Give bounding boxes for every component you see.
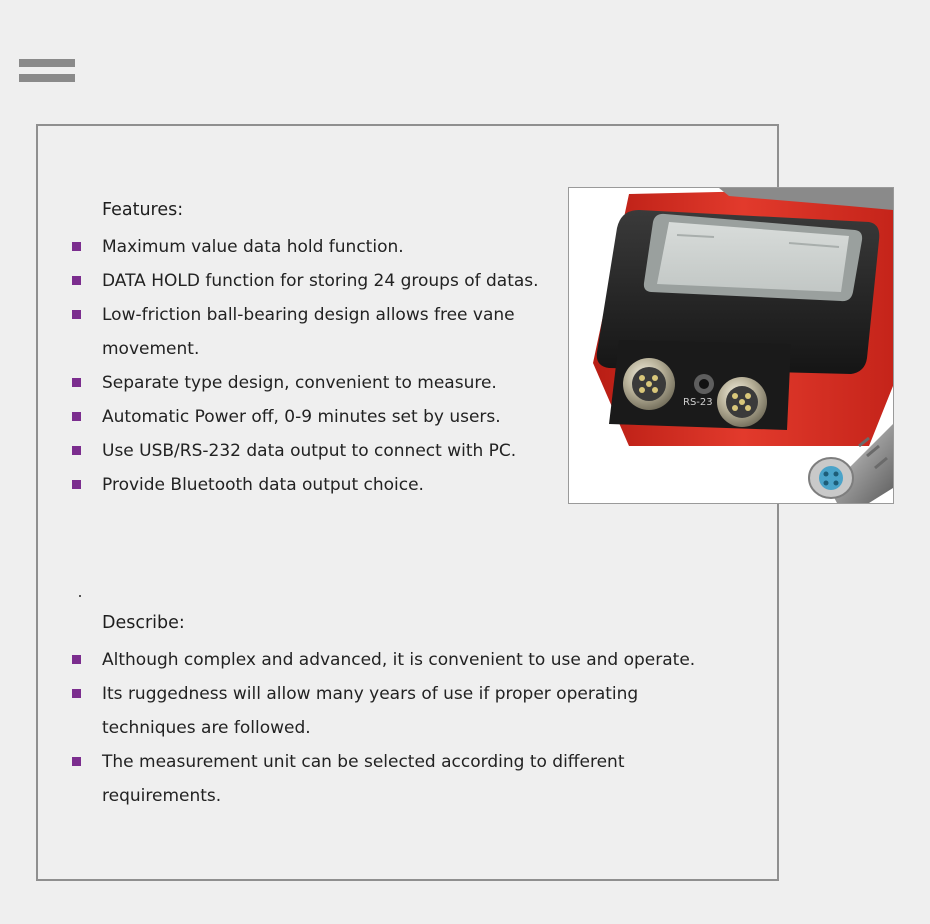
list-item (66, 643, 722, 677)
list-item (66, 264, 544, 298)
feature-text: Maximum value data hold function. (102, 237, 404, 257)
list-item (66, 298, 544, 366)
describe-text: Its ruggedness will allow many years of use if proper operating techniques are followed. (102, 684, 639, 738)
connector-pin (732, 405, 738, 411)
connector-pin (639, 375, 645, 381)
connector-pin (745, 393, 751, 399)
features-title: Features: (102, 200, 184, 220)
cable-plug-hole (824, 481, 829, 486)
bullet-square-icon (72, 446, 81, 455)
bullet-square-icon (72, 310, 81, 319)
describe-list (66, 643, 756, 813)
connector-pin (652, 387, 658, 393)
bullet-square-icon (72, 480, 81, 489)
port-label: RS-23 (683, 397, 713, 408)
list-item (66, 400, 544, 434)
describe-text: The measurement unit can be selected according to different requirements. (102, 752, 625, 806)
bullet-square-icon (72, 242, 81, 251)
list-item (66, 230, 544, 264)
cable-plug-hole (824, 472, 829, 477)
connector-pin (739, 399, 745, 405)
stray-dot (79, 595, 81, 597)
list-item (66, 677, 722, 745)
list-item (66, 434, 544, 468)
describe-title: Describe: (102, 613, 185, 633)
list-item (66, 366, 544, 400)
describe-text: Although complex and advanced, it is convenient to use and operate. (102, 650, 696, 670)
list-item (66, 468, 544, 502)
feature-text: Low-friction ball-bearing design allows free vane movement. (102, 305, 515, 359)
connector-pin (652, 375, 658, 381)
feature-text: DATA HOLD function for storing 24 groups of datas. (102, 271, 539, 291)
connector-pin (745, 405, 751, 411)
feature-text: Use USB/RS-232 data output to connect with PC. (102, 441, 517, 461)
bullet-square-icon (72, 689, 81, 698)
audio-jack-hole (699, 379, 709, 389)
product-photo (568, 187, 894, 504)
menu-icon-bar-bottom (19, 74, 75, 82)
describe-section (66, 609, 756, 813)
menu-icon[interactable] (19, 59, 75, 83)
menu-icon-bar-top (19, 59, 75, 67)
bullet-square-icon (72, 757, 81, 766)
feature-text: Automatic Power off, 0-9 minutes set by users. (102, 407, 501, 427)
cable-plug-hole (834, 481, 839, 486)
list-item (66, 745, 722, 813)
cable-plug-hole (834, 472, 839, 477)
anemometer-device-illustration (569, 188, 893, 503)
cable-plug-socket (819, 466, 843, 490)
bullet-square-icon (72, 412, 81, 421)
bullet-square-icon (72, 378, 81, 387)
feature-text: Provide Bluetooth data output choice. (102, 475, 424, 495)
bullet-square-icon (72, 276, 81, 285)
connector-pin (639, 387, 645, 393)
connector-pin (646, 381, 652, 387)
bullet-square-icon (72, 655, 81, 664)
feature-text: Separate type design, convenient to measure. (102, 373, 497, 393)
connector-pin (732, 393, 738, 399)
